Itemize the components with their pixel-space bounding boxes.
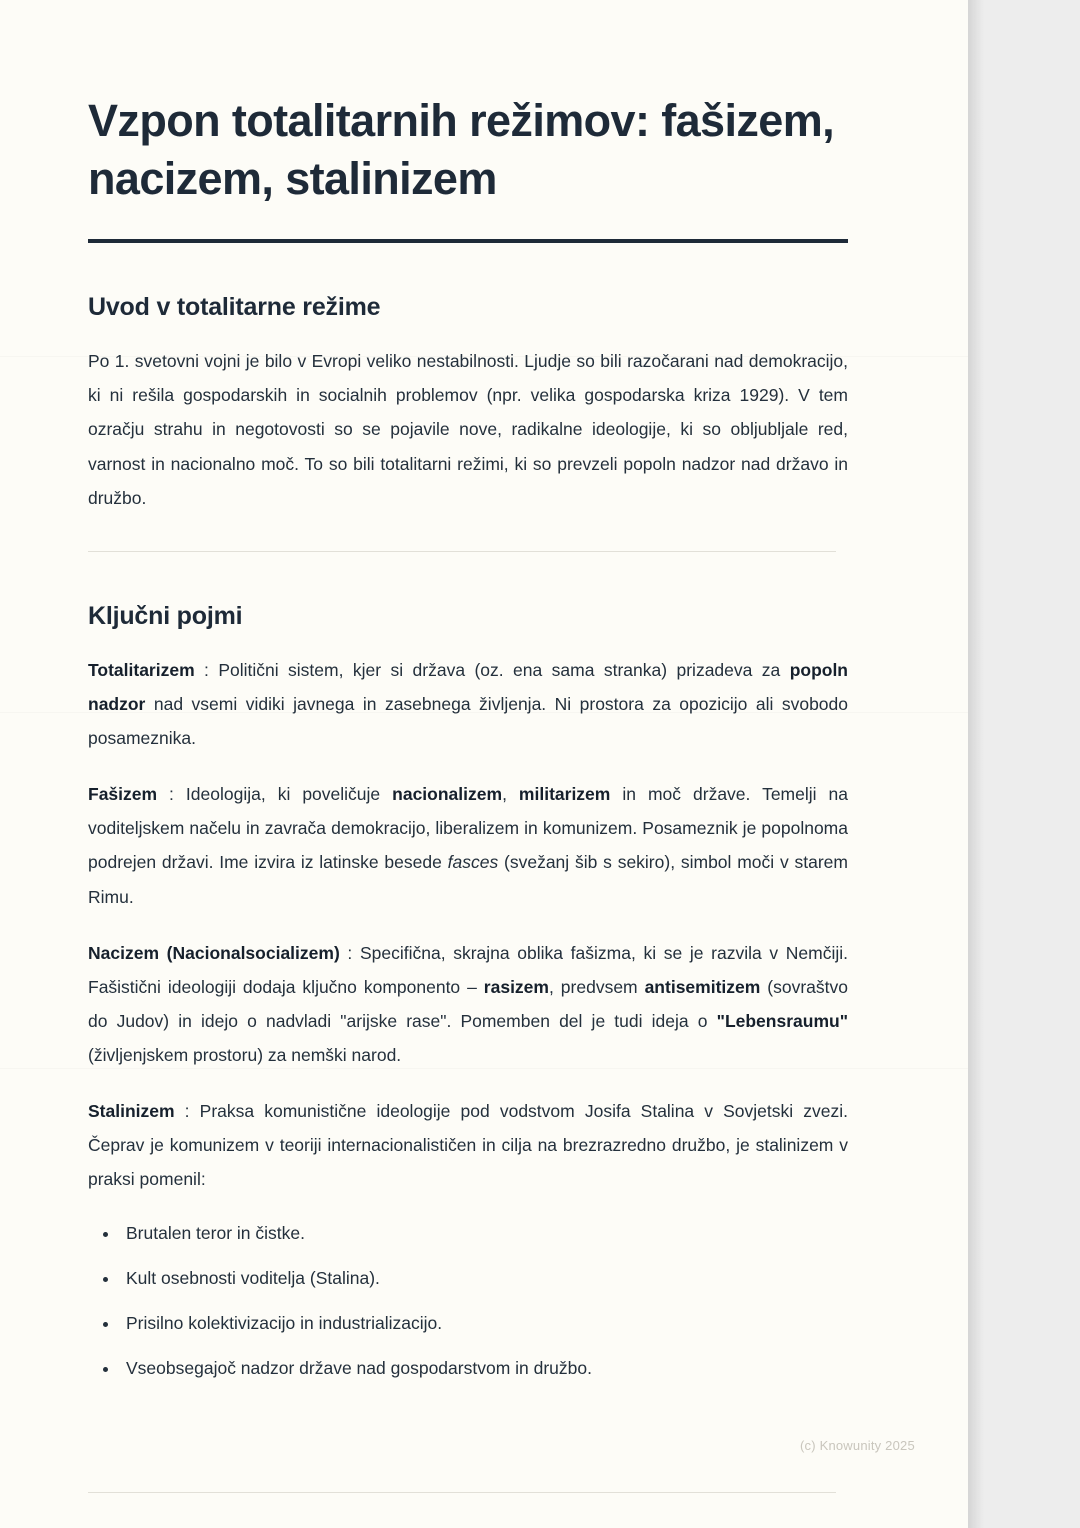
document-content (88, 0, 848, 1399)
term-text: (svežanj šib s sekiro), simbol moči v starem Rimu. (88, 852, 848, 907)
term-separator: : (157, 784, 186, 805)
list-item: • Vseobsegajoč nadzor države nad gospodarstvom in družbo. (120, 1354, 848, 1382)
term-emphasis: popoln nadzor (88, 659, 848, 714)
term-nacizem (88, 936, 848, 1073)
term-text: Specifična, skrajna oblika fašizma, ki se je razvila v Nemčiji. Fašistični ideologiji dodaja ključno komponento – (88, 942, 848, 997)
term-label: Totalitarizem (88, 659, 195, 680)
section-heading-intro: Uvod v totalitarne režime (88, 293, 381, 322)
term-label: Fašizem (88, 784, 158, 805)
page-gutter (968, 0, 1080, 1528)
stalinizem-bullet-list (88, 1219, 848, 1382)
term-text: Politični sistem, kjer si država (oz. ena sama stranka) prizadeva za (218, 659, 790, 680)
term-italic: fasces (447, 852, 499, 873)
list-item: • Brutalen teror in čistke. (120, 1219, 848, 1247)
term-text: , predvsem (548, 976, 645, 997)
footer-divider (88, 1492, 836, 1493)
page-edge-shadow (968, 0, 984, 1528)
term-totalitarizem (88, 653, 848, 755)
term-emphasis: nacionalizem (392, 784, 503, 805)
copyright-watermark: (c) Knowunity 2025 (800, 1438, 915, 1453)
term-label: Nacizem (Nacionalsocializem) (88, 942, 340, 963)
term-text: , (502, 784, 519, 805)
intro-paragraph: Po 1. svetovni vojni je bilo v Evropi veliko nestabilnosti. Ljudje so bili razočarani nad demokracijo, ki ni rešila gospodarskih in socialnih problemov (npr. velika gospodarska kriza 1929). V tem ozračju strahu in negotovosti so se pojavile nove, radikalne ideologije, ki so obljubljale red, varnost in nacionalno moč. To so bili totalitarni režimi, ki so prevzeli popoln nadzor nad državo in družbo. (88, 351, 848, 508)
term-emphasis: militarizem (518, 784, 611, 805)
page-title: Vzpon totalitarnih režimov: fašizem, nacizem, stalinizem (88, 95, 835, 204)
term-separator: : (339, 942, 360, 963)
term-text: Ideologija, ki poveličuje (185, 784, 393, 805)
title-divider (88, 239, 848, 243)
term-emphasis: "Lebensraumu" (716, 1010, 848, 1031)
term-text: nad vsemi vidiki javnega in zasebnega življenja. Ni prostora za opozicijo ali svobodo posameznika. (88, 693, 848, 749)
term-text: (življenjskem prostoru) za nemški narod. (88, 1045, 402, 1066)
term-stalinizem (88, 1094, 848, 1196)
term-text: (sovraštvo do Judov) in idejo o nadvladi "arijske rase". Pomemben del je tudi ideja o (88, 976, 848, 1031)
term-separator: : (174, 1101, 200, 1122)
section-divider (88, 551, 836, 552)
term-separator: : (194, 659, 219, 680)
list-item: • Prisilno kolektivizacijo in industrializacijo. (120, 1309, 848, 1337)
term-label: Stalinizem (88, 1101, 175, 1122)
term-fasizem (88, 777, 848, 914)
term-text: in moč države. Temelji na voditeljskem načelu in zavrača demokracijo, liberalizem in komunizem. Posameznik je popolnoma podrejen državi. Ime izvira iz latinske besede (88, 784, 848, 873)
term-text: Praksa komunistične ideologije pod vodstvom Josifa Stalina v Sovjetski zvezi. Čeprav je komunizem v teoriji internacionalističen in cilja na brezrazredno družbo, je stalinizem v praksi pomenil: (88, 1101, 848, 1190)
term-emphasis: antisemitizem (644, 976, 761, 997)
list-item: • Kult osebnosti voditelja (Stalina). (120, 1264, 848, 1292)
section-heading-key-terms: Ključni pojmi (88, 601, 243, 630)
term-emphasis: rasizem (483, 976, 549, 997)
